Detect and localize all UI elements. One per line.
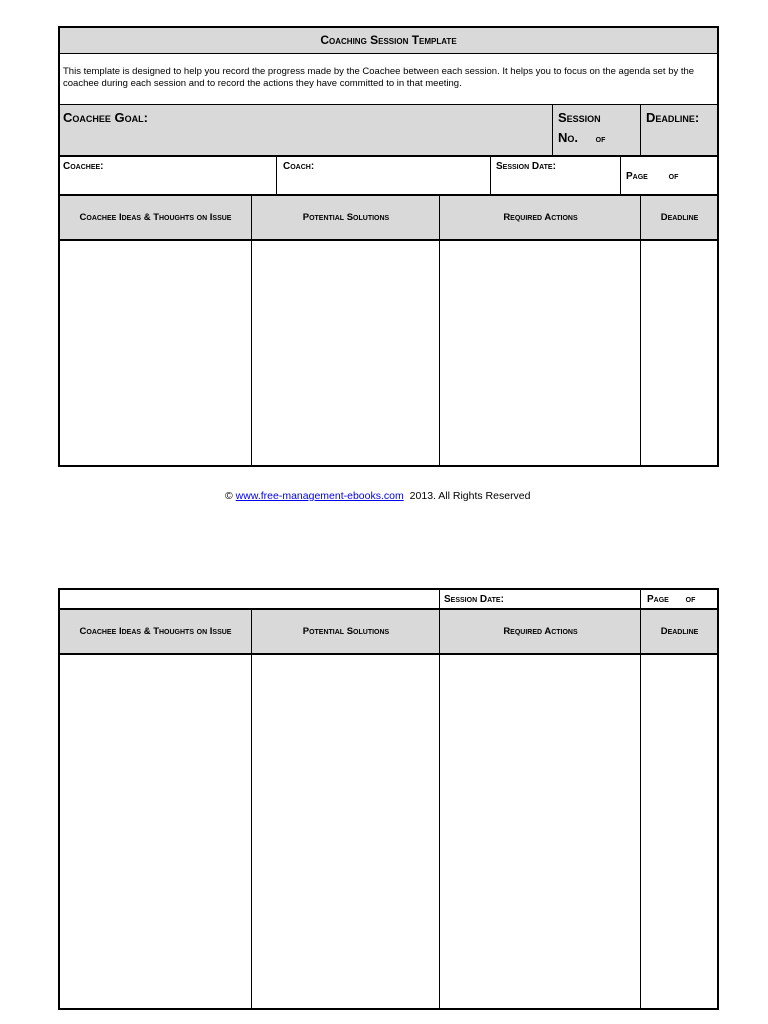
cell-deadline[interactable] — [641, 240, 718, 466]
deadline-label: Deadline: — [646, 110, 700, 125]
rule — [439, 588, 440, 1009]
rule — [552, 104, 553, 155]
rule — [59, 239, 719, 241]
rule — [640, 588, 641, 1009]
cell-solutions[interactable] — [252, 240, 440, 466]
session-no-group — [558, 130, 605, 145]
page-label-2: Page — [647, 594, 669, 605]
page-of-group — [626, 171, 678, 182]
col-header-actions: Required Actions — [503, 211, 578, 223]
rights-text: 2013. All Rights Reserved — [409, 490, 531, 502]
intro-text: This template is designed to help you record the progress made by the Coachee between each session. It helps you to focus on the agenda set by the coachee during each session and to record the actions they have committed to in that meeting. — [63, 66, 695, 89]
copyright-footer — [225, 490, 531, 502]
rule — [59, 53, 719, 54]
session-date-label-2: Session Date: — [444, 594, 504, 605]
cell-actions-2[interactable] — [440, 654, 641, 1008]
rule — [640, 104, 641, 155]
page-of-label: of — [668, 171, 679, 182]
coachee-label: Coachee: — [63, 161, 104, 172]
rule — [276, 155, 277, 195]
rule — [251, 608, 252, 1009]
rule — [439, 194, 440, 466]
session-label: Session — [558, 110, 601, 125]
session-no-label: No. — [558, 130, 579, 145]
rule — [251, 194, 252, 466]
page-label: Page — [626, 171, 648, 182]
rule — [59, 588, 719, 590]
col-header-ideas-2: Coachee Ideas & Thoughts on Issue — [79, 625, 232, 637]
title-row — [59, 27, 718, 53]
rule — [59, 608, 719, 610]
cell-ideas[interactable] — [59, 240, 252, 466]
page-of-group-2 — [647, 594, 695, 605]
copyright-symbol: © — [225, 490, 233, 502]
goal-row — [59, 105, 718, 155]
session-date-label: Session Date: — [496, 161, 556, 172]
col-header-ideas: Coachee Ideas & Thoughts on Issue — [79, 211, 232, 223]
rule — [59, 465, 719, 467]
cell-deadline-2[interactable] — [641, 654, 718, 1008]
rule — [58, 588, 60, 1010]
cell-actions[interactable] — [440, 240, 641, 466]
rule — [620, 155, 621, 195]
session-of-label: of — [595, 134, 606, 145]
col-header-deadline-2: Deadline — [660, 625, 699, 637]
rule — [59, 653, 719, 655]
col-header-actions-2: Required Actions — [503, 625, 578, 637]
coach-label: Coach: — [283, 161, 315, 172]
website-link[interactable]: www.free-management-ebooks.com — [235, 490, 404, 502]
page-of-label-2: of — [685, 594, 696, 605]
cell-solutions-2[interactable] — [252, 654, 440, 1008]
rule — [717, 26, 719, 467]
rule — [640, 194, 641, 466]
rule — [717, 588, 719, 1010]
rule — [59, 104, 719, 105]
col-header-deadline: Deadline — [660, 211, 699, 223]
col-header-solutions-2: Potential Solutions — [302, 625, 390, 637]
rule — [59, 26, 719, 28]
col-header-solutions: Potential Solutions — [302, 211, 390, 223]
coachee-goal-label: Coachee Goal: — [63, 110, 148, 125]
cell-ideas-2[interactable] — [59, 654, 252, 1008]
rule — [490, 155, 491, 195]
page-title: Coaching Session Template — [320, 33, 457, 47]
rule — [59, 1008, 719, 1010]
rule — [58, 26, 60, 467]
